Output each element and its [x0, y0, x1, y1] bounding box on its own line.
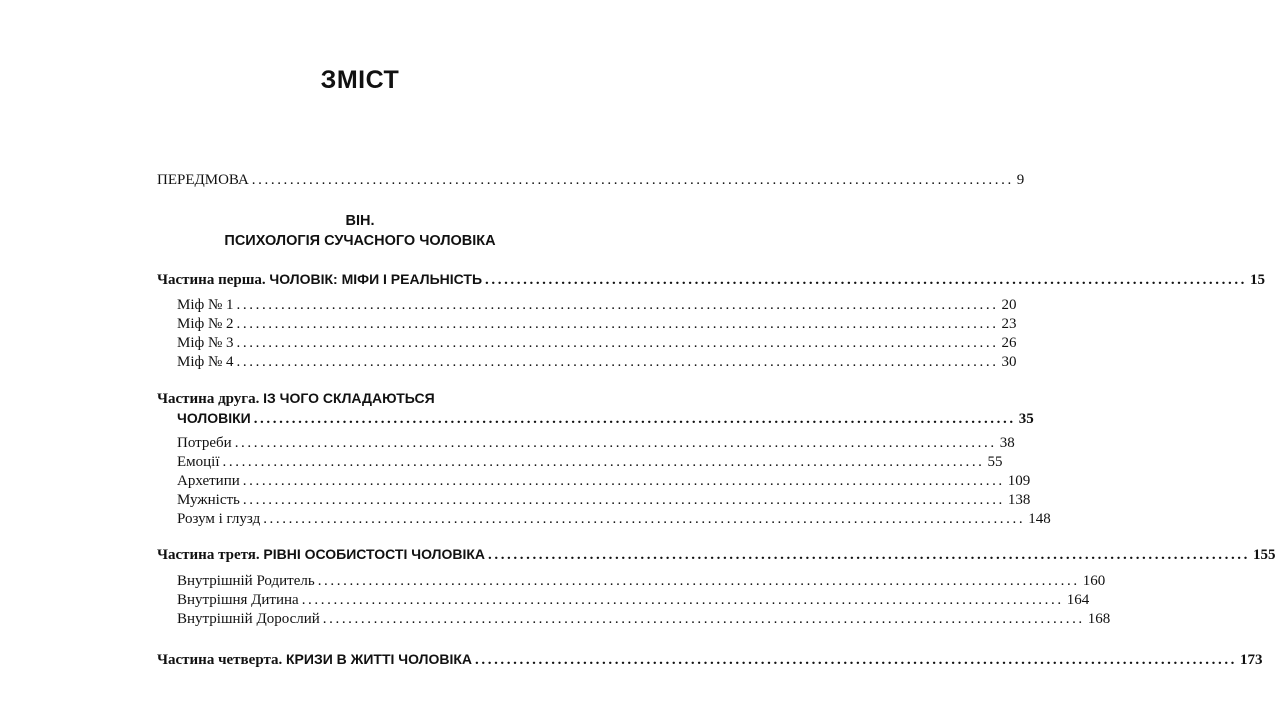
toc-entry	[177, 491, 1031, 510]
toc-part-4	[157, 650, 1263, 670]
toc-entry-label: Внутрішня Дитина	[177, 592, 299, 608]
dot-leader: ........................................................................................................................	[301, 592, 1064, 608]
toc-entry-page: 20	[1001, 297, 1017, 313]
toc-entry	[177, 453, 1003, 472]
part-prefix: Частина перша.	[157, 272, 266, 288]
toc-part-2-line1	[157, 389, 435, 409]
toc-entry	[177, 591, 1090, 610]
toc-entry	[177, 572, 1106, 591]
part-title: ЧОЛОВІК: МІФИ І РЕАЛЬНІСТЬ	[269, 271, 483, 287]
toc-entry-foreword	[157, 171, 1025, 190]
toc-entry-label: Емоції	[177, 454, 220, 470]
dot-leader: ........................................................................................................................	[236, 316, 999, 332]
part-page: 35	[1018, 411, 1034, 427]
toc-entry-label: ПЕРЕДМОВА	[157, 172, 249, 188]
part-page: 155	[1253, 547, 1276, 563]
section-heading-line2: ПСИХОЛОГІЯ СУЧАСНОГО ЧОЛОВІКА	[224, 233, 496, 249]
toc-entry-label: Міф № 1	[177, 297, 234, 313]
toc-entry-page: 109	[1007, 473, 1031, 489]
toc-entry-page: 23	[1001, 316, 1017, 332]
page-title: ЗМІСТ	[320, 66, 400, 94]
dot-leader: ........................................................................................................................	[488, 547, 1250, 563]
toc-entry-page: 148	[1028, 511, 1051, 527]
toc-entry-page: 55	[987, 454, 1003, 470]
dot-leader: ........................................................................................................................	[263, 511, 1026, 527]
dot-leader: ........................................................................................................................	[485, 272, 1248, 288]
dot-leader: ........................................................................................................................	[475, 652, 1238, 668]
toc-entry	[177, 353, 1017, 372]
dot-leader: ........................................................................................................................	[322, 611, 1085, 627]
toc-entry-label: Міф № 2	[177, 316, 234, 332]
dot-leader: ........................................................................................................................	[251, 172, 1014, 188]
toc-entry-page: 168	[1087, 611, 1111, 627]
toc-entry	[177, 510, 1051, 529]
toc-entry	[177, 334, 1017, 353]
toc-entry-page: 9	[1016, 172, 1025, 188]
toc-entry-page: 38	[999, 435, 1015, 451]
toc-entry-label: Потреби	[177, 435, 232, 451]
dot-leader: ........................................................................................................................	[242, 473, 1005, 489]
toc-entry-label: Розум і глузд	[177, 511, 261, 527]
part-prefix: Частина друга.	[157, 391, 260, 407]
dot-leader: ........................................................................................................................	[242, 492, 1005, 508]
part-prefix: Частина четверта.	[157, 652, 283, 668]
toc-entry-page: 30	[1001, 354, 1017, 370]
dot-leader: ........................................................................................................................	[317, 573, 1080, 589]
part-title-continued: ЧОЛОВІКИ	[177, 410, 251, 426]
dot-leader: ........................................................................................................................	[222, 454, 985, 470]
toc-entry-page: 164	[1066, 592, 1090, 608]
part-title: РІВНІ ОСОБИСТОСТІ ЧОЛОВІКА	[263, 546, 485, 562]
toc-entry-label: Міф № 4	[177, 354, 234, 370]
section-heading-line1: ВІН.	[345, 213, 375, 229]
dot-leader: ........................................................................................................................	[234, 435, 997, 451]
part-page: 173	[1240, 652, 1263, 668]
toc-entry	[177, 296, 1017, 315]
toc-entry-label: Міф № 3	[177, 335, 234, 351]
toc-entry-label: Архетипи	[177, 473, 240, 489]
toc-entry-label: Мужність	[177, 492, 240, 508]
dot-leader: ........................................................................................................................	[253, 411, 1016, 427]
toc-entry	[177, 610, 1111, 629]
toc-part-3	[157, 545, 1276, 565]
dot-leader: ........................................................................................................................	[236, 335, 999, 351]
toc-part-1	[157, 270, 1266, 290]
part-page: 15	[1250, 272, 1266, 288]
toc-entry	[177, 434, 1015, 453]
toc-entry-label: Внутрішній Дорослий	[177, 611, 320, 627]
toc-entry-page: 26	[1001, 335, 1017, 351]
part-title: КРИЗИ В ЖИТТІ ЧОЛОВІКА	[286, 651, 473, 667]
part-title: ІЗ ЧОГО СКЛАДАЮТЬСЯ	[263, 390, 435, 406]
dot-leader: ........................................................................................................................	[236, 297, 999, 313]
toc-part-2	[177, 409, 1034, 429]
dot-leader: ........................................................................................................................	[236, 354, 999, 370]
toc-entry	[177, 472, 1031, 491]
toc-entry	[177, 315, 1017, 334]
part-prefix: Частина третя.	[157, 547, 260, 563]
toc-entry-page: 160	[1082, 573, 1106, 589]
toc-entry-page: 138	[1007, 492, 1031, 508]
toc-entry-label: Внутрішній Родитель	[177, 573, 315, 589]
